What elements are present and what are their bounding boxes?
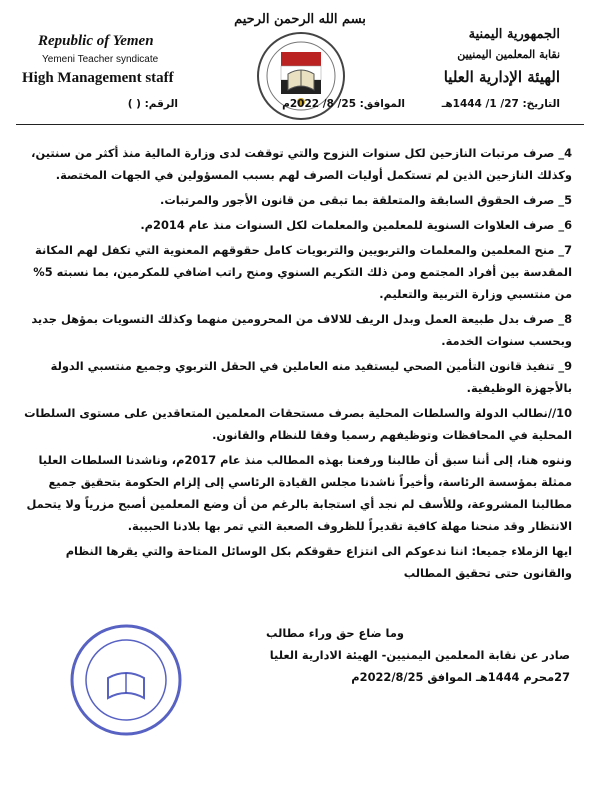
en-syndicate: Yemeni Teacher syndicate: [42, 54, 159, 65]
ar-country: الجمهورية اليمنية: [468, 27, 560, 42]
demand-item: 9_ تنفيذ قانون التأمين الصحي ليستفيد منه العاملين في الحقل التربوي وجميع منتسبي الدولة بالأجهزة الوظيفية.: [50, 359, 572, 395]
demand-item: 8_ صرف بدل طبيعة العمل وبدل الريف للالاف من المحرومين منهما وكذلك التسويات بمؤهل جديد وبحسب سنوات الخدمة.: [31, 312, 572, 348]
basmala: بسم الله الرحمن الرحيم: [234, 12, 366, 27]
demand-item: 10//نطالب الدولة والسلطات المحلية بصرف مستحقات المعلمين المتعاقدين على مستوى السلطات المحلية في المحافظات وتوظيفهم رسميا وفقا للنظام والقانون.: [24, 406, 572, 442]
letter-body: [20, 142, 572, 587]
header-divider: [16, 124, 584, 125]
demand-item: 7_ منح المعلمين والمعلمات والتربويين والتربويات كامل حقوقهم المعنوية التي تكفل لهم المكانة المقدسة بين أفراد المجتمع ومن ذلك التكريم السنوي ومنح راتب اضافي للمكرمين، بما نسبته 5% من منتسبي وزارة التربية والتعليم.: [33, 243, 572, 301]
ar-syndicate: نقابة المعلمين اليمنيين: [457, 48, 560, 61]
demand-item: 4_ صرف مرتبات النازحين لكل سنوات النزوح والتي توقفت لدى وزارة المالية منذ أكثر من سنتين، وكذلك النازحين الذين لم تستكمل أوليات الصرف لهم بسبب المسؤولين في الجهات المختصة.: [31, 146, 572, 182]
call-paragraph: ايها الزملاء جميعا: اننا ندعوكم الى انتزاع حقوقكم بكل الوسائل المتاحة والتي يقرها النظام والقانون حتى تحقيق المطالب: [65, 544, 572, 580]
hijri-date: التاريخ: 27/ 1/ 1444هـ: [441, 98, 560, 110]
en-staff: High Management staff: [22, 70, 174, 86]
demand-item: 5_ صرف الحقوق السابقة والمتعلقة بما تبقى من قانون الأجور والمرتبات.: [160, 193, 572, 207]
closing-issuer: صادر عن نقابة المعلمين اليمنيين- الهيئة الادارية العليا: [269, 648, 570, 662]
demand-item: 6_ صرف العلاوات السنوية للمعلمين والمعلمات لكل السنوات منذ عام 2014م.: [140, 218, 572, 232]
notice-paragraph: وننوه هنا، إلى أننا سبق أن طالبنا ورفعنا بهذه المطالب منذ عام 2017م، وناشدنا السلطات العليا ممثلة بمؤسسة الرئاسة، وأخيراً ناشدنا مجلس القيادة الرئاسي إلى إلزام الحكومة بتحقيق جميع مطالبنا المشروعة، وللأسف لم نجد أي استجابة بالرغم من أن وضع المعلمين أصبح مزرياً ولا يتحمل الانتظار وقد منحنا مهلة كافية تقديراً للظروف الصعبة التي تمر بها بلادنا الحبيبة.: [26, 453, 572, 533]
closing-block: [100, 622, 570, 688]
closing-date: 27محرم 1444هـ الموافق 2022/8/25م: [351, 670, 570, 684]
en-country: Republic of Yemen: [38, 33, 154, 49]
gregorian-date: الموافق: 25/ 8/ 2022م: [282, 98, 405, 110]
reference-number: الرقم: ( ): [127, 98, 178, 110]
closing-motto: وما ضاع حق وراء مطالب: [266, 626, 404, 640]
ar-staff: الهيئة الإدارية العليا: [443, 68, 560, 86]
